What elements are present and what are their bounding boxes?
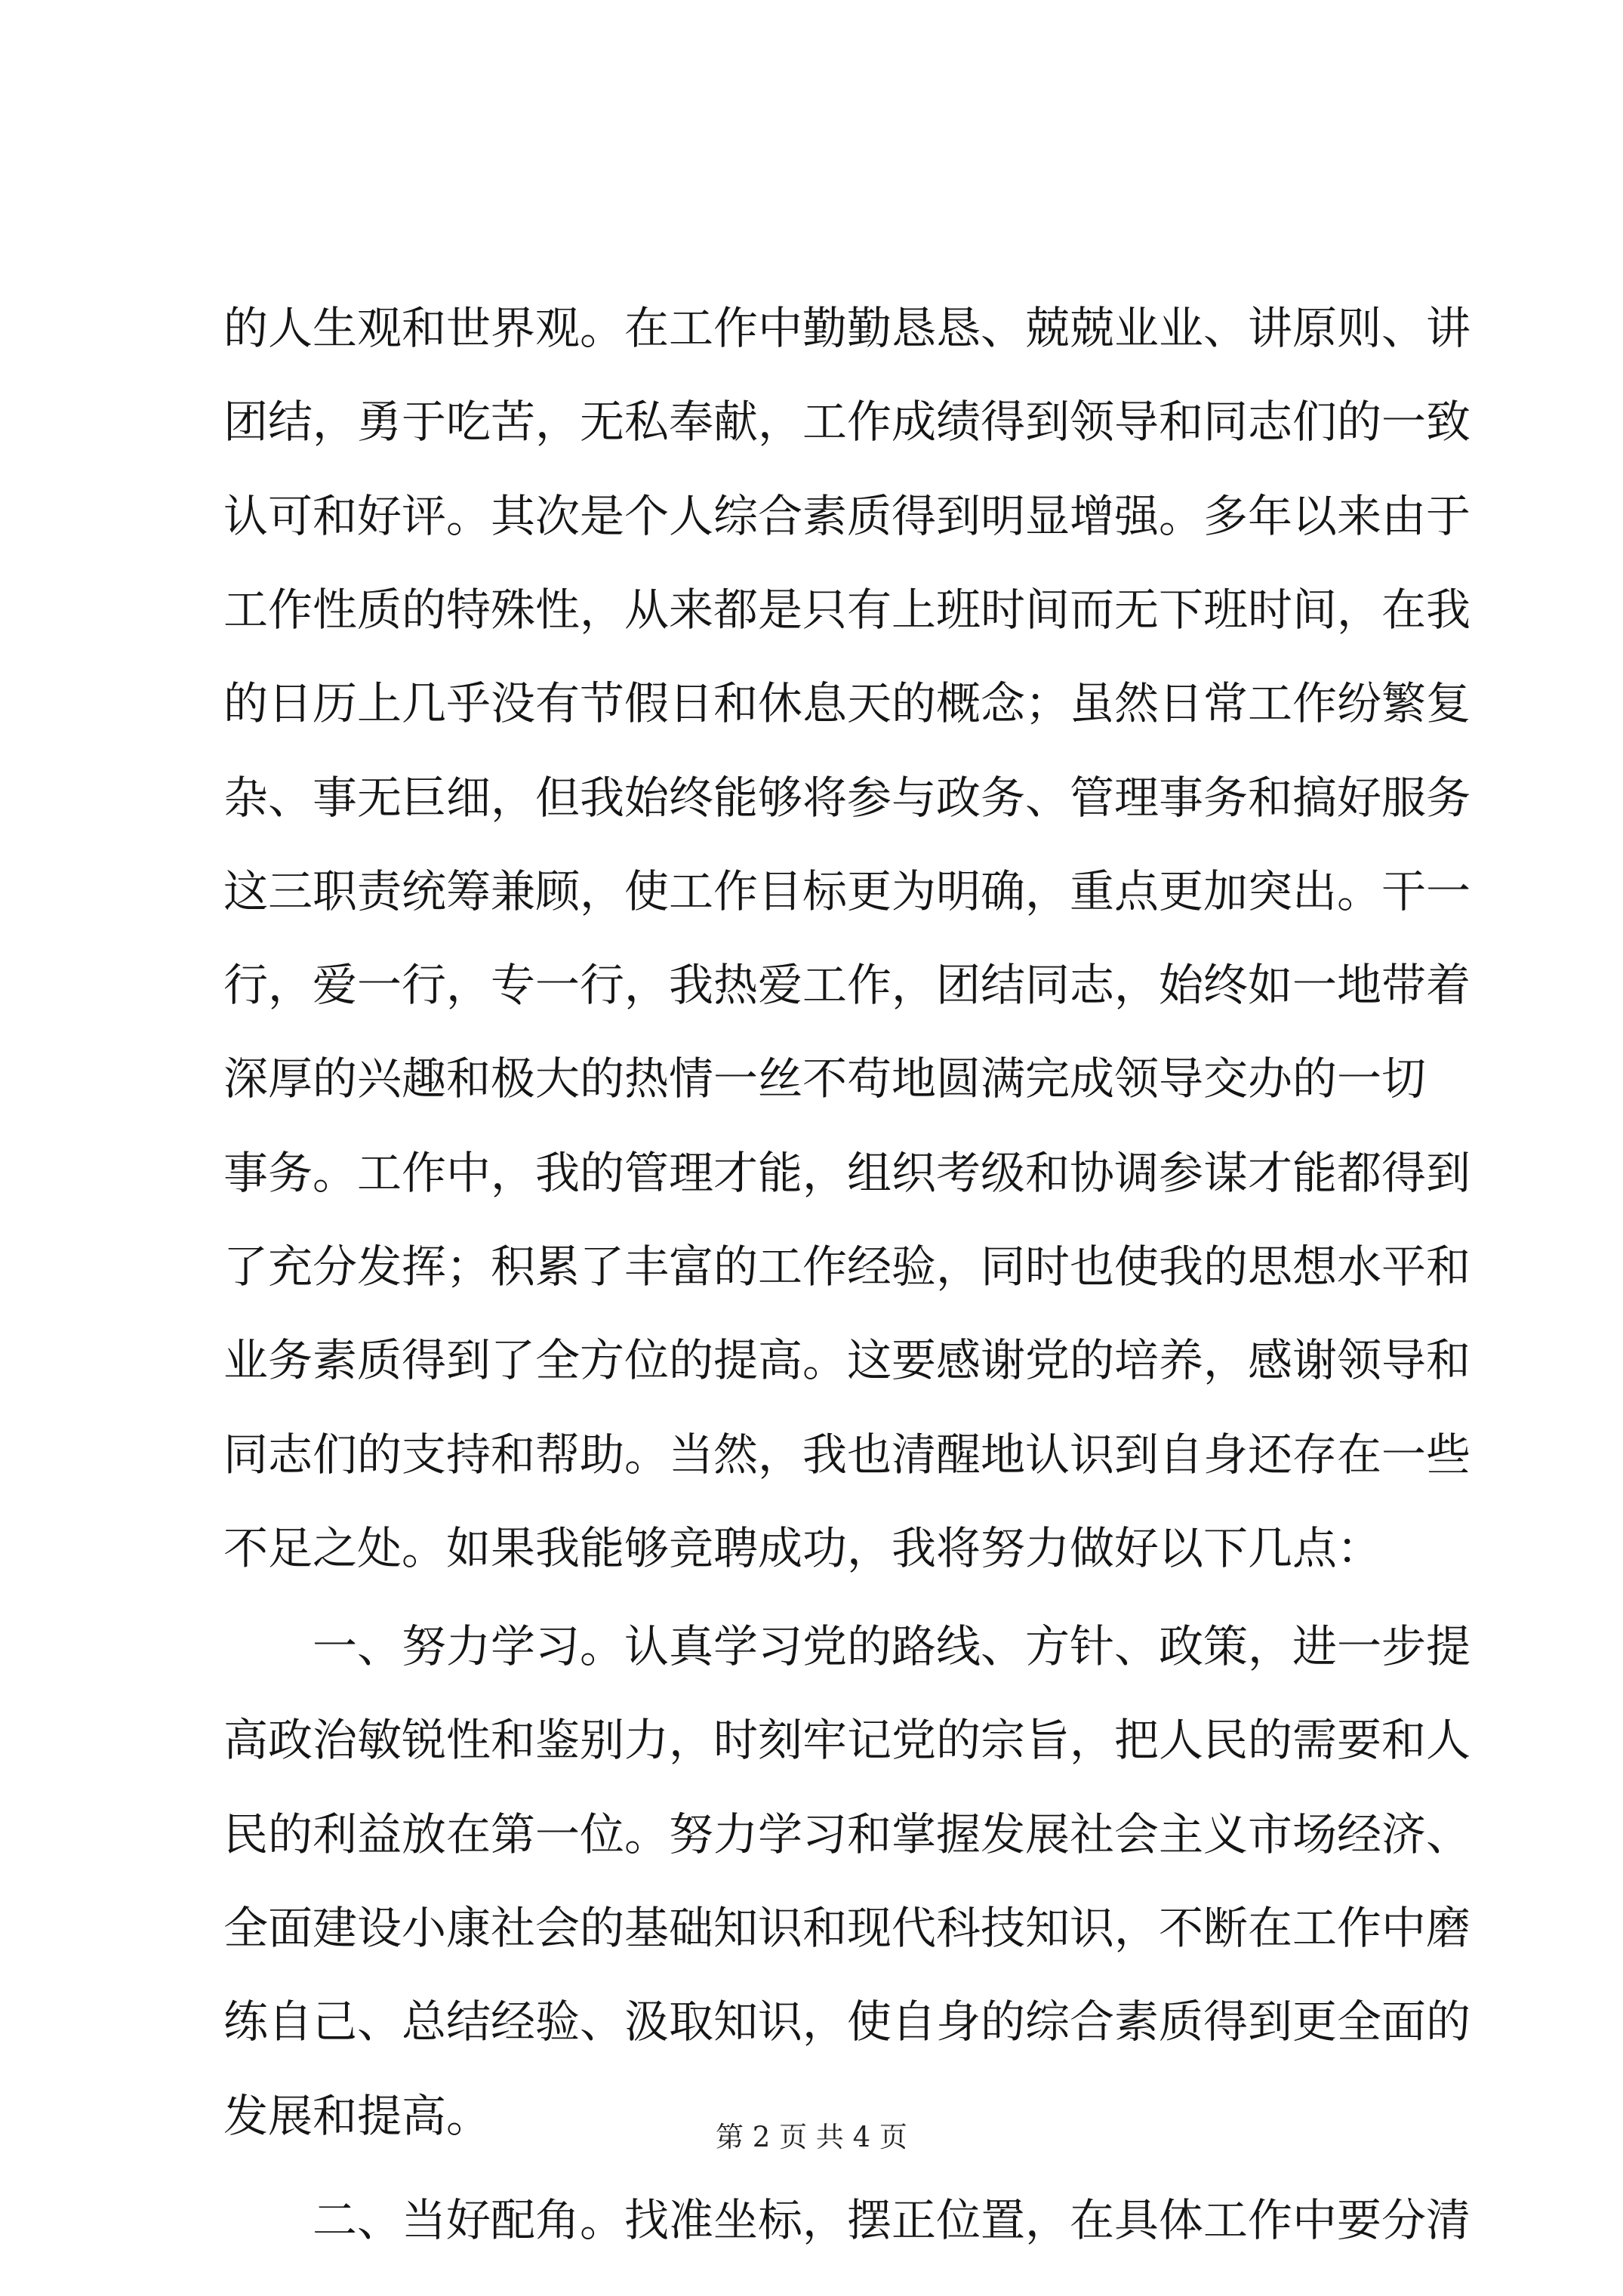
text-line: 深厚的兴趣和极大的热情一丝不苟地圆满完成领导交办的一切 — [223, 1052, 1427, 1105]
text-line: 团结，勇于吃苦，无私奉献，工作成绩得到领导和同志们的一致 — [223, 396, 1471, 448]
text-line: 了充分发挥；积累了丰富的工作经验，同时也使我的思想水平和 — [223, 1240, 1471, 1293]
text-line: 杂、事无巨细，但我始终能够将参与政务、管理事务和搞好服务 — [223, 772, 1471, 824]
text-line: 练自己、总结经验、汲取知识，使自身的综合素质得到更全面的 — [223, 1996, 1471, 2048]
text-line: 的日历上几乎没有节假日和休息天的概念；虽然日常工作纷繁复 — [223, 677, 1471, 729]
text-line: 二、当好配角。找准坐标，摆正位置，在具体工作中要分清 — [313, 2194, 1471, 2246]
page-footer: 第 2 页 共 4 页 — [716, 2121, 907, 2153]
text-line: 事务。工作中，我的管理才能，组织考级和协调参谋才能都得到 — [223, 1147, 1471, 1199]
text-line: 发展和提高。 — [223, 2090, 491, 2142]
text-line: 全面建设小康社会的基础知识和现代科技知识，不断在工作中磨 — [223, 1902, 1471, 1954]
text-line: 高政治敏锐性和鉴别力，时刻牢记党的宗旨，把人民的需要和人 — [223, 1714, 1471, 1766]
text-line: 行，爱一行，专一行，我热爱工作，团结同志，始终如一地带着 — [223, 959, 1471, 1011]
text-line: 业务素质得到了全方位的提高。这要感谢党的培养，感谢领导和 — [223, 1334, 1471, 1386]
text-line: 同志们的支持和帮助。当然，我也清醒地认识到自身还存在一些 — [223, 1428, 1471, 1481]
text-line: 民的利益放在第一位。努力学习和掌握发展社会主义市场经济、 — [223, 1808, 1471, 1860]
text-line: 这三职责统筹兼顾，使工作目标更为明确，重点更加突出。干一 — [223, 865, 1471, 917]
text-line: 不足之处。如果我能够竞聘成功，我将努力做好以下几点： — [223, 1522, 1382, 1574]
text-line: 认可和好评。其次是个人综合素质得到明显增强。多年以来由于 — [223, 490, 1471, 542]
text-line: 工作性质的特殊性，从来都是只有上班时间而无下班时间，在我 — [223, 584, 1471, 636]
text-line: 一、努力学习。认真学习党的路线、方针、政策，进一步提 — [313, 1620, 1471, 1672]
text-line: 的人生观和世界观。在工作中勤勤恳恳、兢兢业业、讲原则、讲 — [223, 302, 1471, 354]
